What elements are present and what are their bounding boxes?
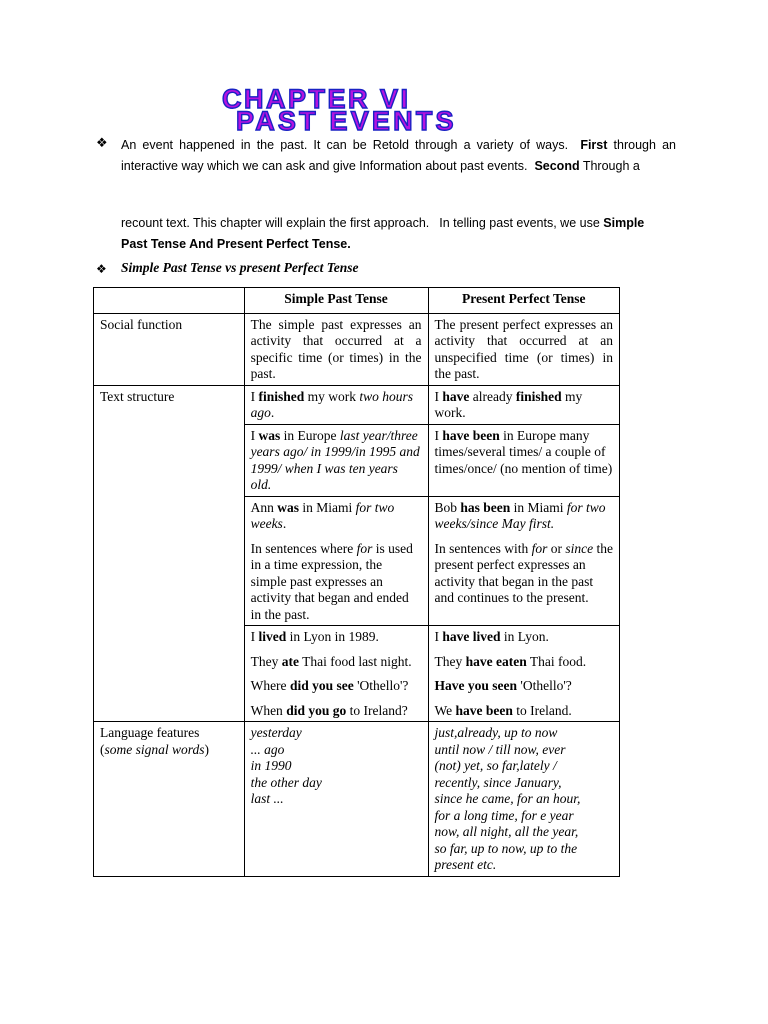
text-structure-past-2: I was in Europe last year/three years ago/ in 1999/in 1995 and 1999/ when I was ten years old. [244,424,428,496]
signal-word: since he came, for an hour, [434,791,581,806]
bullet-diamond-icon: ❖ [96,136,108,151]
signal-word: recently, since January, [434,774,562,790]
text-structure-perfect-3: Bob has been in Miami for two weeks/since May first. In sentences with for or since the present perfect expresses an activity that began in the past and continues to the present. [428,496,619,626]
chapter-title-line-2: PAST EVENTS [236,106,457,136]
signal-word: now, all night, all the year, [434,824,579,839]
tense-comparison-table [93,287,620,877]
text-structure-perfect-1: I have already finished my work. [428,385,619,424]
header-simple-past: Simple Past Tense [244,288,428,314]
signal-word: so far, up to now, up to the [434,840,578,856]
text-structure-perfect-2: I have been in Europe many times/several times/ a couple of times/once/ (no mention of time) [428,424,619,496]
chapter-title-line-1: CHAPTER VI [222,84,411,114]
header-present-perfect: Present Perfect Tense [428,288,619,314]
text-structure-perfect-4: I have lived in Lyon. They have eaten Thai food. Have you seen 'Othello'? We have been to Ireland. [428,626,619,722]
language-features-perfect [428,722,619,877]
signal-word: in 1990 [250,758,292,773]
signal-word: for a long time, for e year [434,807,574,823]
signal-word: ... ago [250,741,285,757]
intro-paragraph-2: recount text. This chapter will explain the first approach. In telling past events, we use Simple Past Tense And Present Perfect Tense. [121,216,645,251]
table-row-text-structure-1 [94,385,620,424]
signal-word: present etc. [434,857,497,872]
text-structure-past-4: I lived in Lyon in 1989. They ate Thai food last night. Where did you see 'Othello'? When did you go to Ireland? [244,626,428,722]
intro-paragraph-1: An event happened in the past. It can be Retold through a variety of ways. First through an interactive way which we can ask and give Information about past events. Second Through a [121,138,676,173]
header-empty-cell [94,288,245,314]
signal-word: (not) yet, so far,lately / [434,758,557,773]
comparison-subheading: Simple Past Tense vs present Perfect Tense [121,260,359,275]
text-structure-past-1: I finished my work two hours ago. [244,385,428,424]
signal-word: the other day [250,774,322,790]
row-label-social-function: Social function [94,313,245,385]
signal-word: until now / till now, ever [434,741,566,757]
language-features-past [244,722,428,877]
signal-word: just,already, up to now [434,725,558,740]
bullet-diamond-icon: ❖ [96,262,107,276]
signal-word: yesterday [250,725,302,740]
table-row-social-function [94,313,620,385]
table-header-row [94,288,620,314]
signal-word: last ... [250,791,284,806]
social-function-perfect: The present perfect expresses an activity that occurred at an unspecified time (or times) in the past. [428,313,619,385]
table-row-language-features [94,722,620,877]
row-label-language-features: Language features (some signal words) [94,722,245,877]
row-label-text-structure: Text structure [94,385,245,722]
social-function-past: The simple past expresses an activity that occurred at a specific time (or times) in the past. [244,313,428,385]
text-structure-past-3: Ann was in Miami for two weeks. In sentences where for is used in a time expression, the simple past expresses an activity that began and ended in the past. [244,496,428,626]
